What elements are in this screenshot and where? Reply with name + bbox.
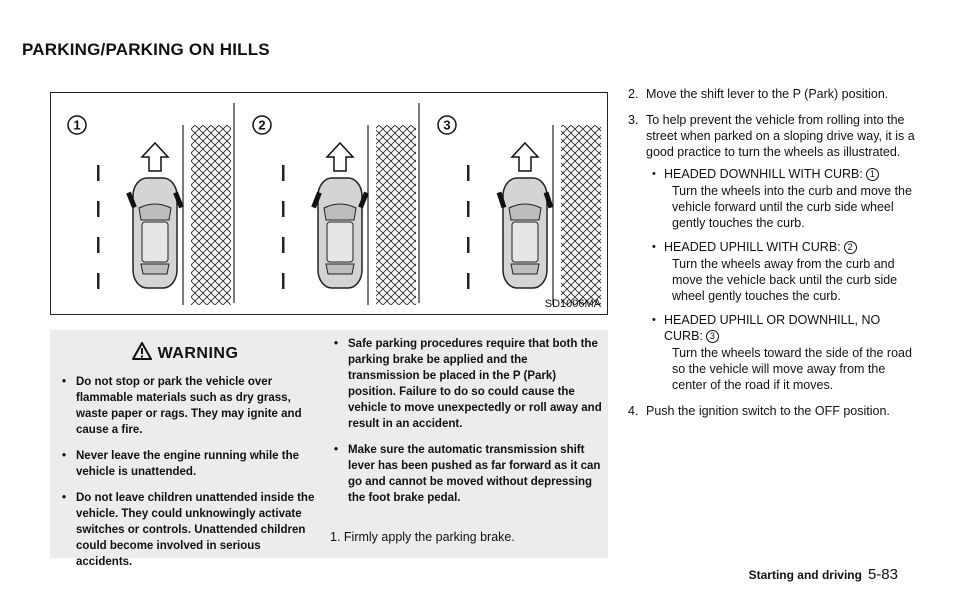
arrow-up-icon xyxy=(327,143,353,171)
arrow-up-icon xyxy=(142,143,168,171)
sub-item-heading: HEADED DOWNHILL WITH CURB: xyxy=(664,167,863,181)
warning-heading xyxy=(50,342,320,365)
page-footer xyxy=(749,566,898,583)
step-number: 2. xyxy=(628,87,639,101)
step-number: 4. xyxy=(628,404,639,418)
bullet-icon: • xyxy=(652,314,656,326)
step-3 xyxy=(628,112,918,393)
lane-dash xyxy=(97,237,100,253)
lane-dash xyxy=(467,201,470,217)
circled-number-icon: 1 xyxy=(866,168,879,181)
bullet-icon: • xyxy=(652,168,656,180)
parking-illustration xyxy=(50,92,608,315)
sub-item-no-curb xyxy=(646,312,918,393)
panel-number-label: 3 xyxy=(443,117,451,133)
lane-dash xyxy=(282,201,285,217)
sub-item-body: Turn the wheels into the curb and move the vehicle forward until the curb side wheel gently touches the curb. xyxy=(672,184,912,230)
lane-dash xyxy=(467,237,470,253)
lane-dash xyxy=(282,237,285,253)
warning-title: WARNING xyxy=(157,345,239,362)
warning-item: • Do not stop or park the vehicle over flammable materials such as dry grass, waste paper or rags. They may ignite and cause a fire. xyxy=(60,374,318,438)
car-roof xyxy=(512,222,538,262)
instructions-column xyxy=(628,86,918,429)
step-number: 1. xyxy=(330,530,341,544)
panel-number-label: 1 xyxy=(73,117,81,133)
warning-left-column xyxy=(60,374,318,580)
windshield xyxy=(509,204,541,220)
section-title: PARKING/PARKING ON HILLS xyxy=(22,40,270,59)
windshield xyxy=(324,204,356,220)
lane-dash xyxy=(282,165,285,181)
step-number: 3. xyxy=(628,113,639,127)
circled-number-icon: 2 xyxy=(844,241,857,254)
windshield xyxy=(139,204,171,220)
warning-item: • Do not leave children unattended inside the vehicle. They could unknowingly activate switches or controls. Unattended children could become involved in serious accidents. xyxy=(60,490,318,570)
curb-hatch xyxy=(191,125,231,305)
sub-item-uphill-curb xyxy=(646,239,918,304)
circled-number-icon: 3 xyxy=(706,330,719,343)
car-roof xyxy=(142,222,168,262)
sub-item-body: Turn the wheels away from the curb and move the vehicle back until the curb side wheel gently touches the curb. xyxy=(672,257,898,303)
lane-dash xyxy=(97,165,100,181)
chapter-name: Starting and driving xyxy=(748,568,862,582)
lane-dash xyxy=(467,165,470,181)
warning-box xyxy=(50,330,608,568)
figure-code: SD1006MA xyxy=(544,298,601,310)
lane-dash xyxy=(97,273,100,289)
car-roof xyxy=(327,222,353,262)
step-text: To help prevent the vehicle from rolling into the street when parked on a sloping drive way, it is a good practice to turn the wheels as illustrated. xyxy=(646,113,915,159)
warning-item: • Never leave the engine running while the vehicle is unattended. xyxy=(60,448,318,480)
warning-right-column xyxy=(332,330,602,516)
warning-item: • Safe parking procedures require that both the parking brake be applied and the transmission be placed in the P (Park) position. Failure to do so could cause the vehicle to move unexpectedly or roll away and result in an accident. xyxy=(332,336,602,432)
curb-hatch xyxy=(376,125,416,305)
curb-hatch xyxy=(561,125,601,305)
warning-item: • Make sure the automatic transmission shift lever has been pushed as far forward as it can go and cannot be moved without depressing the foot brake pedal. xyxy=(332,442,602,506)
sub-item-body: Turn the wheels toward the side of the road so the vehicle will move away from the center of the road if it moves. xyxy=(672,346,912,392)
step-text: Firmly apply the parking brake. xyxy=(343,530,515,544)
lane-dash xyxy=(282,273,285,289)
page-number: 5-83 xyxy=(867,566,898,583)
lane-dash xyxy=(97,201,100,217)
lane-dash xyxy=(467,273,470,289)
panel-number-label: 2 xyxy=(258,117,266,133)
sub-item-heading: HEADED UPHILL OR DOWNHILL, NO CURB: xyxy=(664,313,881,343)
step-text: Push the ignition switch to the OFF position. xyxy=(646,404,890,418)
step-1 xyxy=(330,530,515,544)
sub-item-heading: HEADED UPHILL WITH CURB: xyxy=(664,240,841,254)
sub-item-downhill-curb xyxy=(646,166,918,231)
step-2 xyxy=(628,86,918,102)
bullet-icon: • xyxy=(652,241,656,253)
step-text: Move the shift lever to the P (Park) position. xyxy=(646,87,889,101)
arrow-up-icon xyxy=(512,143,538,171)
parking-diagram-svg xyxy=(51,93,607,314)
step-4 xyxy=(628,403,918,419)
rear-window xyxy=(511,264,539,274)
warning-triangle-icon xyxy=(132,342,152,365)
rear-window xyxy=(141,264,169,274)
rear-window xyxy=(326,264,354,274)
